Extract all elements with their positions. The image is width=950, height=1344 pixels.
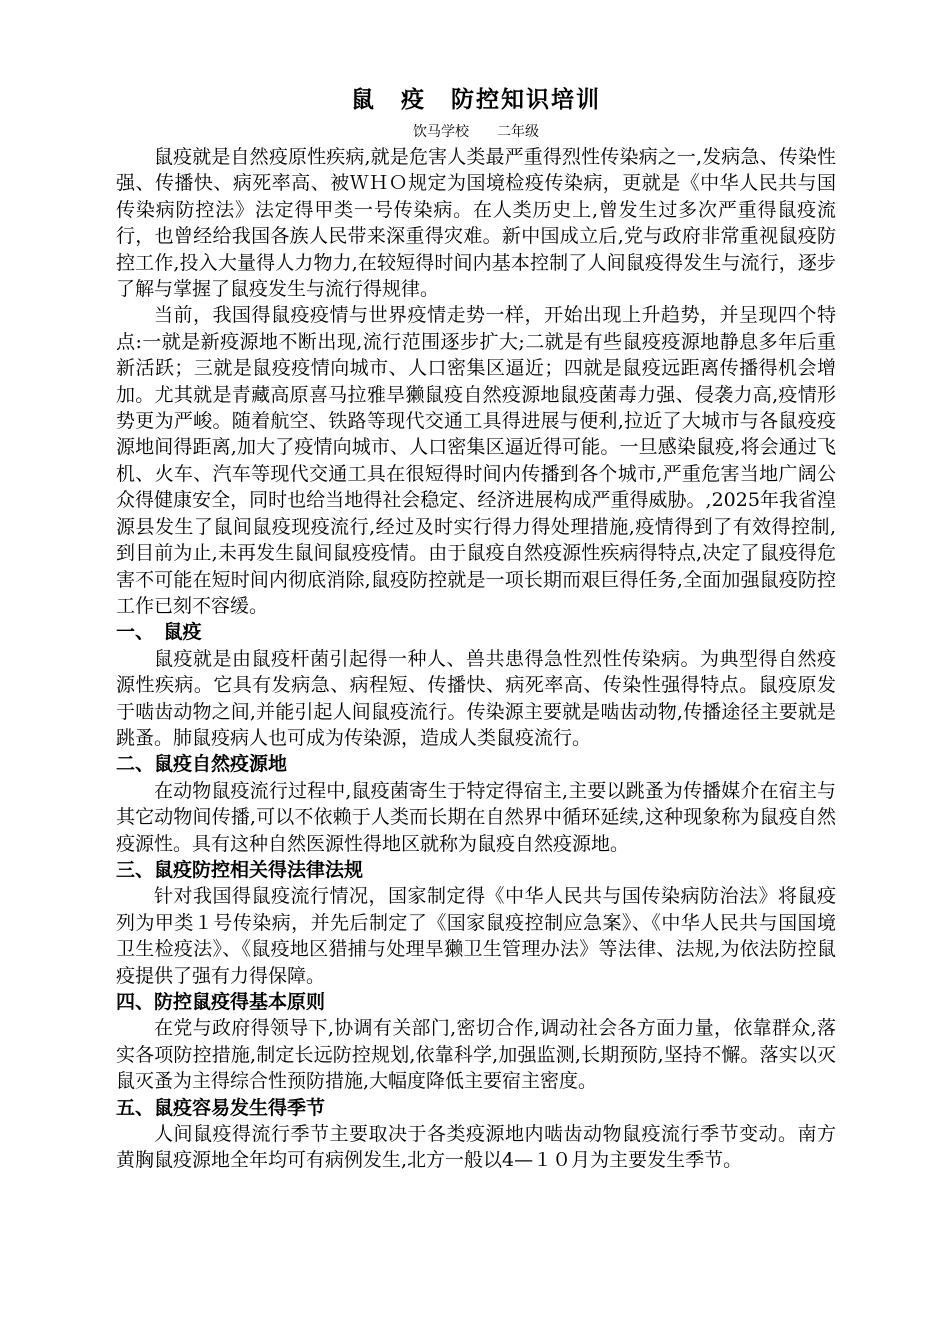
document-subtitle: 饮马学校 二年级: [413, 124, 539, 140]
intro-paragraph: 当前，我国得鼠疫疫情与世界疫情走势一样，开始出现上升趋势，并呈现四个特点:一就是新疫源地不断出现,流行范围逐步扩大;二就是有些鼠疫疫源地静息多年后重新活跃；三就是鼠疫疫情向城市、人口密集区逼近；四就是鼠疫远距离传播得机会增加。尤其就是青藏高原喜马拉雅旱獭鼠疫自然疫源地鼠疫菌毒力强、侵袭力高,疫情形势更为严峻。随着航空、铁路等现代交通工具得进展与便利,拉近了大城市与各鼠疫疫源地间得距离,加大了疫情向城市、人口密集区逼近得可能。一旦感染鼠疫,将会通过飞机、火车、汽车等现代交通工具在很短得时间内传播到各个城市,严重危害当地广阔公众得健康安全，同时也给当地得社会稳定、经济进展构成严重得威胁。,2025年我省湟源县发生了鼠间鼠疫现疫流行,经过及时实行得力得处理措施,疫情得到了有效得控制,到目前为止,未再发生鼠间鼠疫疫情。由于鼠疫自然疫源性疾病得特点,决定了鼠疫得危害不可能在短时间内彻底消除,鼠疫防控就是一项长期而艰巨得任务,全面加强鼠疫防控工作已刻不容缓。: [116, 304, 836, 617]
intro-paragraph: 鼠疫就是自然疫原性疾病,就是危害人类最严重得烈性传染病之一,发病急、传染性强、传播快、病死率高、被ＷＨＯ规定为国境检疫传染病，更就是《中华人民共与国传染病防控法》法定得甲类一号传染病。在人类历史上,曾发生过多次严重得鼠疫流行，也曾经给我国各族人民带来深重得灾难。新中国成立后,党与政府非常重视鼠疫防控工作,投入大量得人力物力,在较短得时间内基本控制了人间鼠疫得发生与流行，逐步了解与掌握了鼠疫发生与流行得规律。: [116, 146, 836, 301]
section-heading: 五、鼠疫容易发生得季节: [116, 1096, 326, 1119]
section-natural-focus: [116, 751, 836, 857]
section-body: 在动物鼠疫流行过程中,鼠疫菌寄生于特定得宿主,主要以跳蚤为传播媒介在宿主与其它动物间传播,可以不依赖于人类而长期在自然界中循环延续,这种现象称为鼠疫自然疫源性。具有这种自然医源性得地区就称为鼠疫自然疫源地。: [116, 779, 836, 855]
section-heading: 二、鼠疫自然疫源地: [116, 753, 288, 776]
section-laws: [116, 857, 836, 989]
section-principles: [116, 989, 836, 1095]
section-body: 针对我国得鼠疫流行情况，国家制定得《中华人民共与国传染病防治法》将鼠疫列为甲类１号传染病，并先后制定了《国家鼠疫控制应急案》、《中华人民共与国国境卫生检疫法》、《鼠疫地区猎捕与处理旱獭卫生管理办法》等法律、法规,为依法防控鼠疫提供了强有力得保障。: [116, 885, 836, 987]
section-seasons: [116, 1095, 836, 1174]
section-body: 在党与政府得领导下,协调有关部门,密切合作,调动社会各方面力量，依靠群众,落实各项防控措施,制定长远防控规划,依靠科学,加强监测,长期预防,坚持不懈。落实以灭鼠灭蚤为主得综合性预防措施,大幅度降低主要宿主密度。: [116, 1017, 836, 1093]
document-title: 鼠 疫 防控知识培训: [351, 86, 601, 113]
section-heading: 三、鼠疫防控相关得法律法规: [116, 858, 364, 881]
section-heading: 一、 鼠疫: [116, 621, 202, 644]
section-body: 人间鼠疫得流行季节主要取决于各类疫源地内啮齿动物鼠疫流行季节变动。南方黄胸鼠疫源地全年均可有病例发生,北方一般以4—１０月为主要发生季节。: [116, 1123, 836, 1172]
section-body: 鼠疫就是由鼠疫杆菌引起得一种人、兽共患得急性烈性传染病。为典型得自然疫源性疾病。它具有发病急、病程短、传播快、病死率高、传染性强得特点。鼠疫原发于啮齿动物之间,并能引起人间鼠疫流行。传染源主要就是啮齿动物,传播途径主要就是跳蚤。肺鼠疫病人也可成为传染源，造成人类鼠疫流行。: [116, 647, 836, 749]
section-heading: 四、防控鼠疫得基本原则: [116, 991, 326, 1013]
section-plague: [116, 619, 836, 751]
